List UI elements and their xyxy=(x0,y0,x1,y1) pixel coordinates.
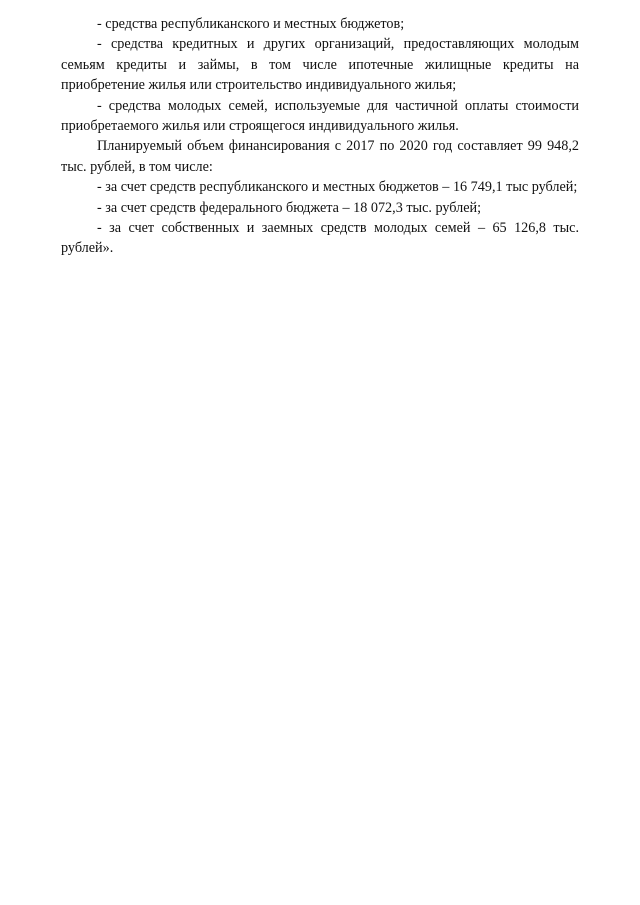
paragraph-budget-sources: - средства республиканского и местных бюджетов; xyxy=(97,16,405,32)
paragraph-republican-local-budget-amount: - за счет средств республиканского и местных бюджетов – 16 749,1 тыс рублей; xyxy=(97,179,578,196)
paragraph-credit-organizations: - средства кредитных и других организаций, предоставляющих молодым семьям кредиты и займы, в том числе ипотечные жилищные кредиты на приобретение жилья или строительство индивидуального жилья; xyxy=(61,36,583,94)
paragraph-young-families-funds: - средства молодых семей, используемые для частичной оплаты стоимости приобретаемого жилья или строящегося индивидуального жилья. xyxy=(61,97,583,135)
document-body xyxy=(61,14,587,259)
paragraph-planned-financing: Планируемый объем финансирования с 2017 по 2020 год составляет 99 948,2 тыс. рублей, в том числе: xyxy=(61,138,587,175)
paragraph-own-and-borrowed-funds-amount: - за счет собственных и заемных средств молодых семей – 65 126,8 тыс. рублей». xyxy=(61,220,583,257)
paragraph-federal-budget-amount: - за счет средств федерального бюджета – 18 072,3 тыс. рублей; xyxy=(97,199,482,216)
